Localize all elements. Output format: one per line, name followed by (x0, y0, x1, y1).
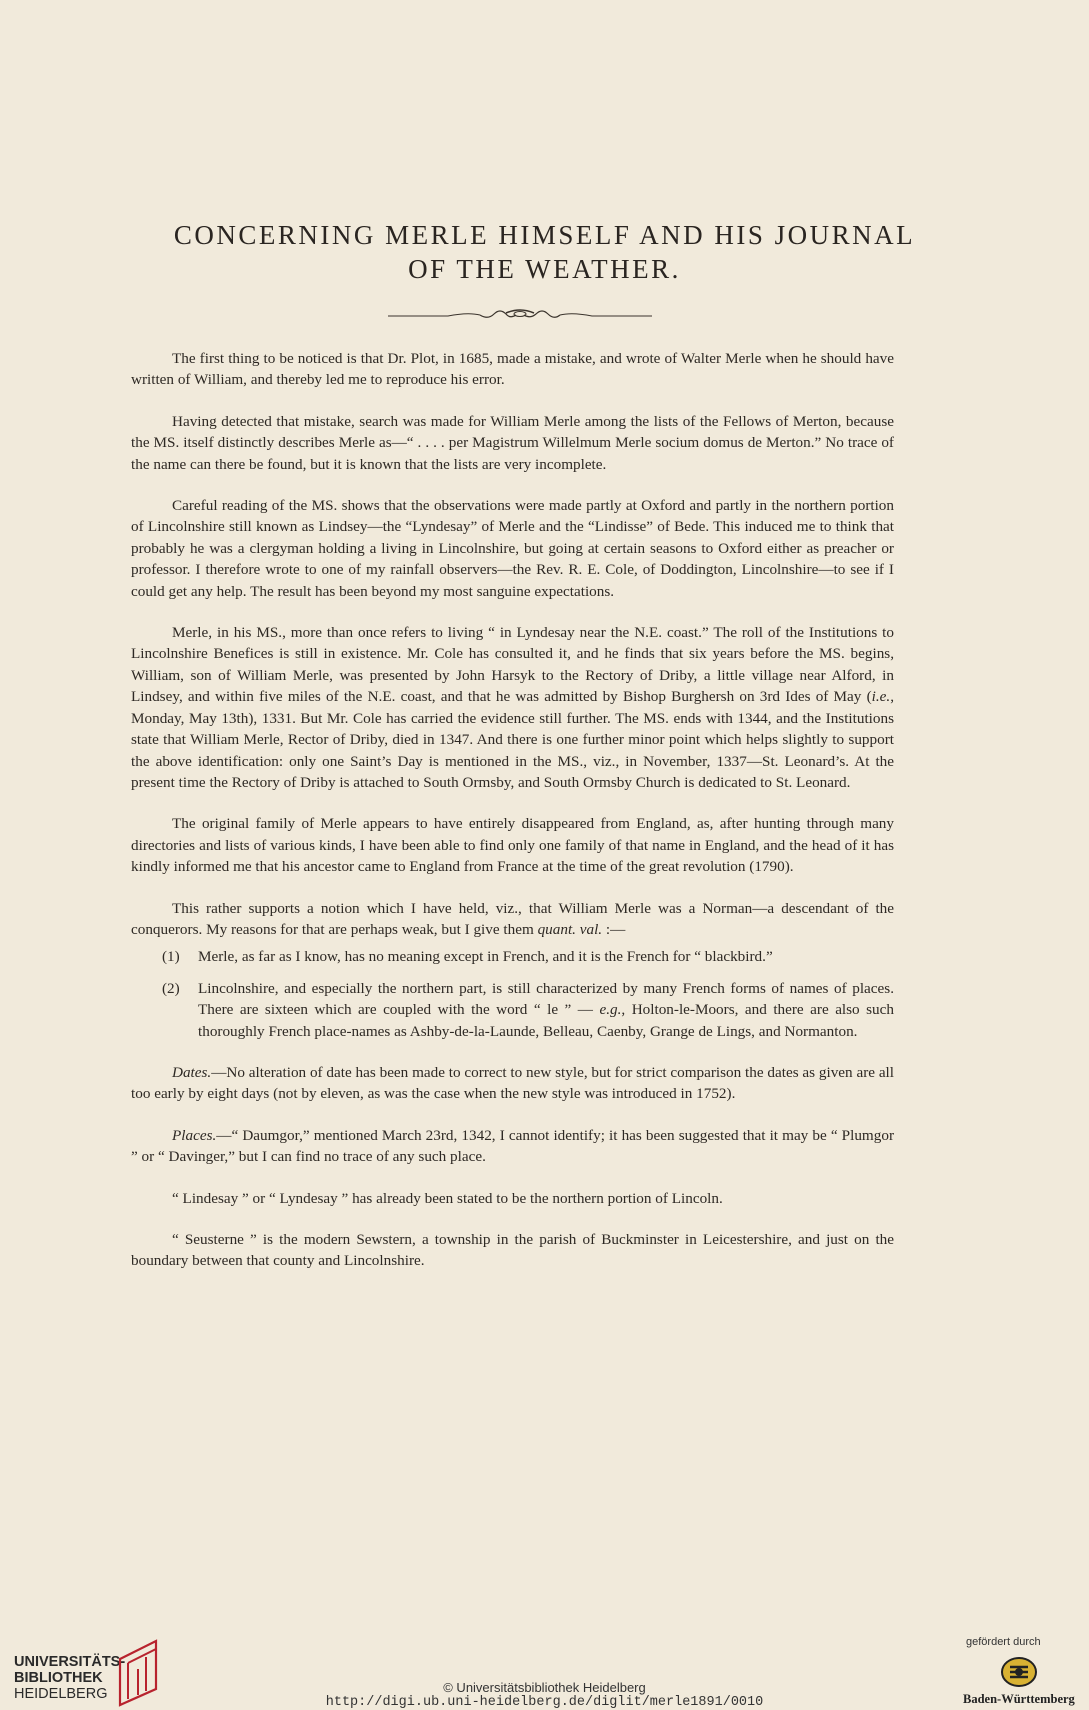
dates-label: Dates. (172, 1063, 212, 1081)
page-title (0, 218, 1089, 286)
funded-by-label: gefördert durch (966, 1636, 1041, 1648)
places-paragraph (131, 1125, 894, 1168)
paragraph-6-quant: quant. val. (537, 920, 603, 938)
baden-wuerttemberg-emblem-icon (1000, 1656, 1038, 1688)
paragraph-5: The original family of Merle appears to have entirely disappeared from England, as, after hunting through many directories and lists of various kinds, I have been able to find only one family of that name in England, and the head of it has kindly informed me that his ancestor came to England from France at the time of the great revolution (1790). (131, 815, 894, 876)
copyright-notice: © Universitätsbibliothek Heidelberg (443, 1680, 646, 1695)
paragraph-6 (131, 898, 894, 941)
paragraph-2: Having detected that mistake, search was made for William Merle among the lists of the Fellows of Merton, because the MS. itself distinctly describes Merle as—“ . . . . per Magistrum Willelmum Merle socium domus de Merton.” No trace of the name can there be found, but it is known that the lists are very incomplete. (131, 412, 894, 473)
list-item-number: (1) (162, 948, 180, 966)
paragraph-4-ie: i.e. (871, 688, 891, 706)
list-item-number: (2) (162, 979, 180, 997)
places-label: Places. (172, 1126, 217, 1144)
footer (0, 1634, 1089, 1709)
library-name-line-3: HEIDELBERG (14, 1686, 108, 1702)
paragraph-4 (131, 622, 894, 793)
title-line-1: CONCERNING MERLE HIMSELF AND HIS JOURNAL (173, 220, 916, 250)
paragraph-seusterne: “ Seusterne ” is the modern Sewstern, a township in the parish of Buckminster in Leicestershire, and just on the boundary between that county and Lincolnshire. (131, 1231, 894, 1270)
list-item-text-a: Lincolnshire, and especially the northern part, is still characterized by many French forms of names of places. There are sixteen which are coupled with the word “ le ” — (198, 979, 894, 1019)
funder-name: Baden-Württemberg (963, 1692, 1075, 1706)
dates-text: —No alteration of date has been made to correct to new style, but for strict comparison the dates as given are all too early by eight days (not by eleven, as was the case when the new style was introduced in 1752). (131, 1063, 894, 1103)
list-item-text-b: , Holton-le-Moors, and there are also such thoroughly French place-names as Ashby-de-la-Launde, Belleau, Caenby, Grange de Lings, and Normanton. (198, 1001, 894, 1040)
permalink-url[interactable]: http://digi.ub.uni-heidelberg.de/diglit/merle1891/0010 (325, 1695, 764, 1710)
list-item-text: Merle, as far as I know, has no meaning except in French, and it is the French for “ blackbird.” (198, 948, 773, 966)
list-item-eg: e.g. (599, 1001, 622, 1019)
ornament-divider-icon (388, 306, 652, 324)
title-line-2: OF THE WEATHER. (408, 254, 681, 284)
paragraph-3: Careful reading of the MS. shows that the observations were made partly at Oxford and partly in the northern portion of Lincolnshire still known as Lindsey—the “Lyndesay” of Merle and the “Lindisse” of Bede. This induced me to think that probably he was a clergyman holding a living in Lincolnshire, but going at certain seasons to Oxford either as preacher or professor. I therefore wrote to one of my rainfall observers—the Rev. R. E. Cole, of Doddington, Lincolnshire—to see if I could get any help. The result has been beyond my most sanguine expectations. (131, 497, 894, 600)
paragraph-1: The first thing to be noticed is that Dr. Plot, in 1685, made a mistake, and wrote of Walter Merle when he should have written of William, and thereby led me to reproduce his error. (131, 350, 894, 389)
paragraph-6-text-a: This rather supports a notion which I have held, viz., that William Merle was a Norman—a descendant of the conquerors. My reasons for that are perhaps weak, but I give them (131, 899, 894, 938)
paragraph-4-text-b: , Monday, May 13th), 1331. But Mr. Cole has carried the evidence still further. The MS. ends with 1344, and the Institutions state that William Merle, Rector of Driby, died in 1347. And there is one further minor point which helps slightly to support the above identification: only one Saint’s Day is mentioned in the MS., viz., in November, 1337—St. Leonard’s. At the present time the Rectory of Driby is attached to South Ormsby, and South Ormsby Church is dedicated to St. Leonard. (131, 688, 894, 791)
library-name-line-1: UNIVERSITÄTS- (14, 1654, 126, 1670)
paragraph-lindesay: “ Lindesay ” or “ Lyndesay ” has already been stated to be the northern portion of Lincoln. (172, 1189, 723, 1207)
list-item (162, 946, 894, 967)
list-item-text (198, 978, 894, 1042)
paragraph-4-text-a: Merle, in his MS., more than once refers to living “ in Lyndesay near the N.E. coast.” The roll of the Institutions to Lincolnshire Benefices is still in existence. Mr. Cole has consulted it, and he finds that six years before the MS. begins, William, son of William Merle, was presented by John Harsyk to the Rectory of Driby, a little village near Alford, in Lindsey, and within five miles of the N.E. coast, and that he was admitted by Bishop Burghersh on 3rd Ides of May ( (131, 624, 894, 706)
dates-paragraph (131, 1062, 894, 1105)
paragraph-6-text-b: :— (602, 920, 626, 938)
body-text (131, 348, 894, 1292)
library-name-line-2: BIBLIOTHEK (14, 1670, 103, 1686)
list-item (162, 978, 894, 1042)
places-text: —“ Daumgor,” mentioned March 23rd, 1342, I cannot identify; it has been suggested that it may be “ Plumgor ” or “ Davinger,” but I can find no trace of any such place. (131, 1126, 894, 1166)
